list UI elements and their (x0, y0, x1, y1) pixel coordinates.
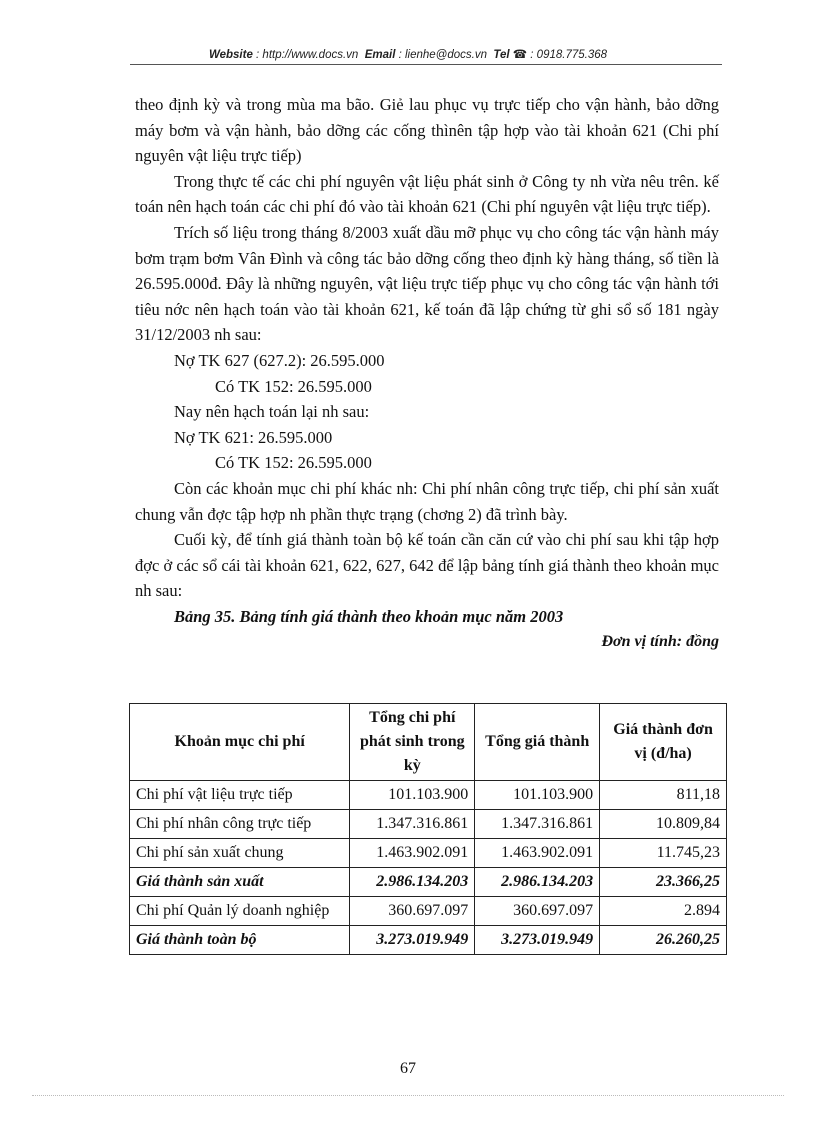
row-label: Giá thành toàn bộ (130, 926, 350, 955)
table-row (130, 839, 727, 868)
header-total-price: Tổng giá thành (475, 704, 600, 781)
row-unit-price: 811,18 (600, 781, 727, 810)
header-total-cost: Tổng chi phí phát sinh trong kỳ (350, 704, 475, 781)
row-label: Chi phí sản xuất chung (130, 839, 350, 868)
paragraph-4: Còn các khoản mục chi phí khác nh: Chi phí nhân công trực tiếp, chi phí sản xuất chung vẫn đợc tập hợp nh phần thực trạng (chơng 2) đã trình bày. (135, 478, 719, 524)
entry-debit-621: Nợ TK 621: 26.595.000 (174, 427, 333, 447)
website-value: : http://www.docs.vn (256, 49, 359, 61)
row-total-price: 1.347.316.861 (475, 810, 600, 839)
row-unit-price: 23.366,25 (600, 868, 727, 897)
row-label: Chi phí vật liệu trực tiếp (130, 781, 350, 810)
row-total-price: 2.986.134.203 (475, 868, 600, 897)
table-row (130, 781, 727, 810)
row-unit-price: 10.809,84 (600, 810, 727, 839)
row-total-cost: 3.273.019.949 (350, 926, 475, 955)
correction-note: Nay nên hạch toán lại nh sau: (174, 402, 370, 422)
document-body (135, 92, 719, 655)
paragraph-2: Trong thực tế các chi phí nguyên vật liệu phát sinh ở Công ty nh vừa nêu trên. kế toán nên hạch toán các chi phí đó vào tài khoản 621 (Chi phí nguyên vật liệu trực tiếp). (135, 171, 719, 217)
page-header (0, 47, 816, 61)
tel-label: Tel ☎ (493, 49, 528, 61)
row-total-cost: 1.463.902.091 (350, 839, 475, 868)
row-total-cost: 101.103.900 (350, 781, 475, 810)
entry-credit-152-b: Có TK 152: 26.595.000 (215, 453, 372, 473)
table-unit: Đơn vị tính: đồng (601, 633, 719, 651)
row-total-cost: 2.986.134.203 (350, 868, 475, 897)
entry-credit-152-a: Có TK 152: 26.595.000 (215, 376, 372, 396)
entry-debit-627: Nợ TK 627 (627.2): 26.595.000 (174, 350, 385, 370)
cost-table (129, 703, 727, 955)
row-total-cost: 1.347.316.861 (350, 810, 475, 839)
tel-value: : 0918.775.368 (530, 49, 608, 61)
page-number: 67 (400, 1060, 416, 1077)
row-total-price: 3.273.019.949 (475, 926, 600, 955)
table-caption: Bảng 35. Bảng tính giá thành theo khoản mục năm 2003 (174, 606, 564, 626)
table-row (130, 897, 727, 926)
header-unit-price: Giá thành đơn vị (đ/ha) (600, 704, 727, 781)
row-unit-price: 2.894 (600, 897, 727, 926)
row-unit-price: 26.260,25 (600, 926, 727, 955)
row-total-price: 360.697.097 (475, 897, 600, 926)
header-divider (130, 64, 722, 65)
row-label: Giá thành sản xuất (130, 868, 350, 897)
row-label: Chi phí nhân công trực tiếp (130, 810, 350, 839)
paragraph-5: Cuối kỳ, để tính giá thành toàn bộ kế toán cần căn cứ vào chi phí sau khi tập hợp đợc ở các sổ cái tài khoản 621, 622, 627, 642 để lập bảng tính giá thành theo khoản mục nh sau: (135, 530, 719, 601)
row-unit-price: 11.745,23 (600, 839, 727, 868)
row-total-cost: 360.697.097 (350, 897, 475, 926)
paragraph-3: Trích số liệu trong tháng 8/2003 xuất dầu mỡ phục vụ cho công tác vận hành máy bơm trạm bơm Vân Đình và công tác bảo dỡng cống theo định kỳ hàng tháng, số tiền là 26.595.000đ. Đây là những nguyên, vật liệu trực tiếp phục vụ cho công tác vận hành tới tiêu nớc nên hạch toán vào tài khoản 621, kế toán đã lập chứng từ ghi sổ số 181 ngày 31/12/2003 nh sau: (135, 222, 719, 345)
table-row-total (130, 926, 727, 955)
table-row (130, 810, 727, 839)
row-total-price: 101.103.900 (475, 781, 600, 810)
row-total-price: 1.463.902.091 (475, 839, 600, 868)
email-value: : lienhe@docs.vn (398, 49, 487, 61)
email-label: Email (364, 49, 396, 61)
table-row-subtotal (130, 868, 727, 897)
table-header-row (130, 704, 727, 781)
footer-divider (32, 1095, 784, 1096)
header-cost-item: Khoản mục chi phí (130, 704, 350, 781)
row-label: Chi phí Quản lý doanh nghiệp (130, 897, 350, 926)
website-label: Website (208, 49, 253, 61)
paragraph-1: theo định kỳ và trong mùa ma bão. Giẻ lau phục vụ trực tiếp cho vận hành, bảo dỡng máy bơm và vận hành, bảo dỡng các cống thìnên tập hợp vào tài khoản 621 (Chi phí nguyên vật liệu trực tiếp) (135, 95, 719, 166)
